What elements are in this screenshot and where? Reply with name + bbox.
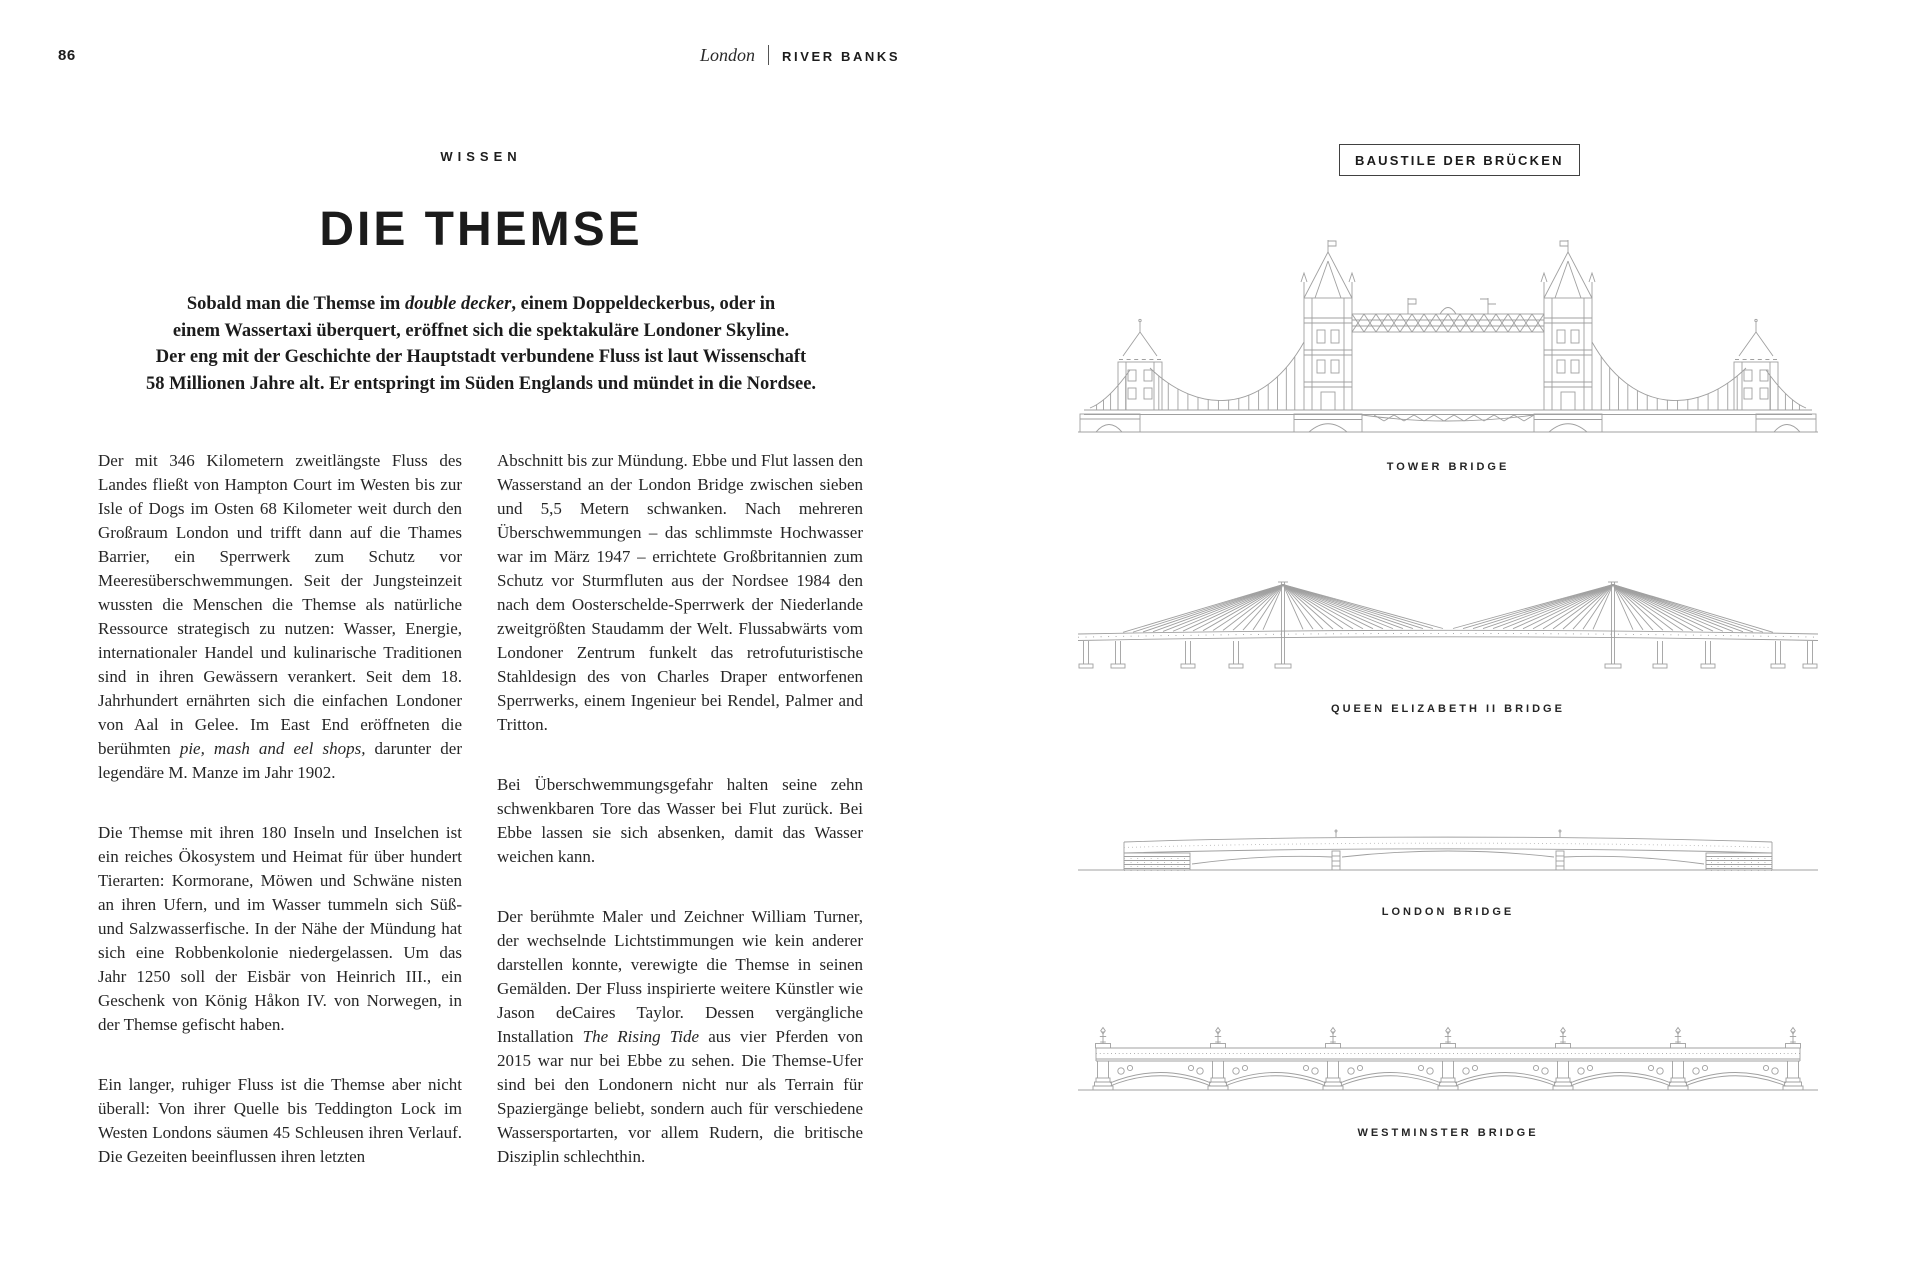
- article-intro: [98, 291, 864, 397]
- body-paragraph: Bei Überschwemmungsgefahr halten seine zehn schwenkbaren Tore das Wasser bei Flut zurück. Bei Ebbe lassen sie sich absenken, damit das Wasser weichen kann.: [497, 775, 863, 866]
- running-head: [700, 42, 900, 68]
- running-head-divider: [768, 45, 769, 65]
- bridge-caption-qe2: QUEEN ELIZABETH II BRIDGE: [1331, 703, 1565, 715]
- tower-bridge-illustration: [1078, 230, 1818, 440]
- intro-line: Sobald man die Themse im double decker, einem Doppeldeckerbus, oder in: [186, 294, 776, 314]
- bridge-caption-westminster: WESTMINSTER BRIDGE: [1357, 1127, 1539, 1139]
- intro-line: 58 Millionen Jahre alt. Er entspringt im Süden Englands und mündet in die Nordsee.: [145, 373, 817, 394]
- body-paragraph: Die Themse mit ihren 180 Inseln und Inselchen ist ein reiches Ökosystem und Heimat für über hundert Tierarten: Kormorane, Möwen und Schwäne nisten an ihren Ufern, und im Wasser tummeln sich Süß- und Salzwasserfische. In der Nähe der Mündung hat sich eine Robbenkolonie niedergelassen. Um das Jahr 1250 soll der Eisbär von Heinrich III., ein Geschenk von König Håkon IV. von Norwegen, in der Themse gefischt haben.: [98, 823, 462, 1034]
- running-head-city: London: [700, 44, 756, 65]
- body-paragraph: Abschnitt bis zur Mündung. Ebbe und Flut lassen den Wasserstand an der London Bridge zwischen sieben und 5,5 Metern schwanken. Nach mehreren Überschwemmungen – das schlimmste Hochwasser war im März 1947 – errichtete Großbritannien zum Schutz vor Sturmfluten aus der Nordsee 1984 den nach dem Oosterschelde-Sperrwerk der Niederlande zweitgrößten Staudamm der Welt. Flussabwärts vom Londoner Zentrum funkelt das retrofuturistische Stahldesign des von Charles Draper entworfenen Sperrwerks, einem Ingenieur bei Rendel, Palmer and Tritton.: [497, 451, 863, 734]
- left-column: [98, 449, 462, 1169]
- intro-line: einem Wassertaxi überquert, eröffnet sich die spektakuläre Londoner Skyline.: [172, 320, 790, 341]
- london-bridge-illustration: [1078, 828, 1818, 874]
- article-kicker: WISSEN: [440, 149, 522, 164]
- bridge-caption-london: LONDON BRIDGE: [1381, 906, 1515, 918]
- body-paragraph: Der berühmte Maler und Zeichner William Turner, der wechselnde Lichtstimmungen wie kein anderer darstellen konnte, verewigte die Themse in seinen Gemälden. Der Fluss inspirierte weitere Künstler wie Jason deCaires Taylor. Dessen vergängliche Installation The Rising Tide aus vier Pferden von 2015 war nur bei Ebbe zu sehen. Die Themse-Ufer sind bei den Londonern nicht nur als Terrain für Spaziergänge beliebt, sondern auch für verschiedene Wassersportarten, vor allem Rudern, die britische Disziplin schlechthin.: [497, 907, 864, 1166]
- right-column: [497, 449, 863, 1169]
- queen-elizabeth-ii-bridge-illustration: [1078, 574, 1818, 674]
- figure-box-label: BAUSTILE DER BRÜCKEN: [1339, 144, 1580, 176]
- body-paragraph: Ein langer, ruhiger Fluss ist die Themse aber nicht überall: Von ihrer Quelle bis Teddington Lock im Westen Londons säumen 45 Schleusen ihren Verlauf. Die Gezeiten beeinflussen ihren letzten: [98, 1075, 462, 1166]
- page-number: 86: [58, 47, 76, 64]
- westminster-bridge-illustration: [1078, 1026, 1818, 1092]
- article-title: DIE THEMSE: [319, 203, 643, 256]
- bridge-caption-tower: TOWER BRIDGE: [1386, 461, 1510, 473]
- running-head-section: RIVER BANKS: [782, 48, 901, 64]
- body-paragraph: Der mit 346 Kilometern zweitlängste Fluss des Landes fließt von Hampton Court im Westen bis zur Isle of Dogs im Osten 68 Kilometer weit durch den Großraum London und trifft dann auf die Thames Barrier, ein Sperrwerk zum Schutz vor Meeresüberschwemmungen. Seit der Jungsteinzeit wussten die Menschen die Themse als natürliche Ressource strategisch zu nutzen: Wasser, Energie, internationaler Handel und kulinarische Traditionen sind in ihren Gewässern verankert. Seit dem 18. Jahrhundert ernährten sich die einfachen Londoner von Aal in Gelee. Im East End eröffneten die berühmten pie, mash and eel shops, darunter der legendäre M. Manze im Jahr 1902.: [98, 451, 463, 782]
- intro-line: Der eng mit der Geschichte der Hauptstadt verbundene Fluss ist laut Wissenschaft: [155, 347, 807, 367]
